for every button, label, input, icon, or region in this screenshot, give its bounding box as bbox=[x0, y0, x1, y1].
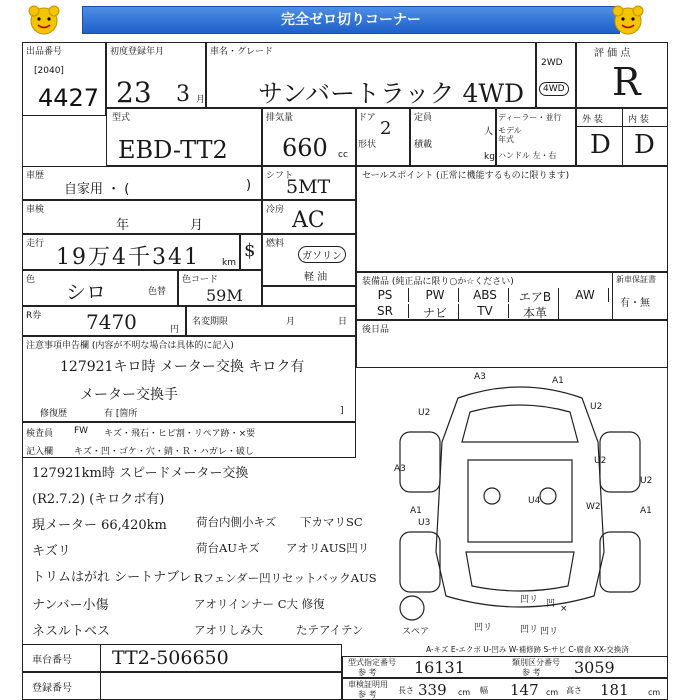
category-sub: 参 考 bbox=[522, 668, 541, 677]
fuel-gasoline: ガソリン bbox=[298, 246, 346, 263]
mileage-dollar: $ bbox=[244, 240, 256, 261]
lot-small-code: [2040] bbox=[34, 66, 64, 76]
remark-line: 現メーター 66,420km bbox=[32, 518, 167, 533]
diagram-label: A1 bbox=[552, 376, 564, 386]
inspector-checks: キズ・飛石・ヒビ割・リペア跡・×要 bbox=[104, 429, 256, 439]
reg-number-label: 登録番号 bbox=[32, 683, 72, 694]
shift-value: 5MT bbox=[286, 176, 331, 198]
remark-line: アオリAUS凹リ bbox=[286, 541, 370, 555]
model-label: 型式 bbox=[112, 113, 131, 123]
equipment-item: エアB bbox=[512, 288, 559, 305]
width-label: 幅 bbox=[480, 686, 488, 695]
category-label: 類別区分番号 bbox=[512, 658, 560, 667]
repair-label: 修復歴 bbox=[40, 409, 68, 419]
fuel-extend bbox=[262, 286, 356, 306]
remark-line: 127921km時 スピードメーター交換 bbox=[32, 466, 249, 481]
remark-line: キズリ bbox=[32, 544, 71, 559]
chassis-value: TT2-506650 bbox=[112, 647, 229, 669]
color-tone-label: 色替 bbox=[148, 287, 167, 297]
usage-value: 自家用 ・ ( bbox=[64, 182, 130, 197]
entry-label: 記入欄 bbox=[26, 447, 54, 457]
mileage-label: 走行 bbox=[26, 239, 45, 249]
diagram-label: 凹リ bbox=[520, 595, 539, 605]
drive-2wd: 2WD bbox=[541, 58, 563, 68]
load-label: 積載 bbox=[414, 140, 433, 150]
rating-label: 評 価 点 bbox=[594, 48, 631, 59]
sales-point-label: セールスポイント (正常に機能するものに限ります) bbox=[362, 171, 570, 181]
inspection-label: 車検 bbox=[26, 205, 45, 215]
diagram-label: A3 bbox=[394, 464, 406, 474]
interior-label: 内 装 bbox=[628, 115, 649, 125]
remark-line: トリムはがれ シートナブレ bbox=[32, 570, 192, 585]
diagram-label: U2 bbox=[640, 476, 653, 486]
lot-label: 出品番号 bbox=[26, 47, 63, 57]
remark-line: アオリインナー C大 修復 bbox=[194, 597, 325, 611]
name-change-day: 日 bbox=[338, 317, 348, 327]
shape-label: 形状 bbox=[358, 140, 377, 150]
inspector-fw: FW bbox=[74, 426, 89, 436]
equipment-item: PW bbox=[412, 288, 459, 302]
chassis-label: 車台番号 bbox=[32, 655, 72, 666]
remark-line: ネスルトベス bbox=[32, 624, 111, 639]
warranty-label: 新車保証書 bbox=[616, 275, 656, 284]
registration-year: 23 bbox=[116, 76, 152, 109]
recycle-value: 7470 bbox=[86, 310, 137, 334]
lot-number: 4427 bbox=[38, 84, 100, 112]
remark-line: 下カマリSC bbox=[300, 515, 363, 529]
diagram-label: U2 bbox=[594, 456, 607, 466]
diagram-label: U2 bbox=[590, 402, 603, 412]
exterior-label: 外 装 bbox=[582, 115, 603, 125]
equipment-item: PS bbox=[362, 288, 409, 302]
sales-point-cell bbox=[356, 166, 668, 272]
dealer-label: ディーラー・並行 bbox=[498, 113, 562, 122]
model-spec-sub: 参 考 bbox=[358, 668, 377, 677]
remark-line: アオリしみ大 bbox=[194, 623, 263, 637]
cert-sub: 参 考 bbox=[358, 690, 377, 699]
height-unit: cm bbox=[648, 688, 661, 697]
model-spec-value: 16131 bbox=[414, 658, 465, 677]
diagram-label: W2 bbox=[586, 502, 601, 512]
inspector-checks2: キズ・凹・ゴケ・穴・錆・Ｒ・ハガレ・破し bbox=[74, 447, 254, 457]
legend: A-キズ E-エクボ U-凹み W-補修跡 S-サビ C-腐食 XX-交換済 bbox=[426, 645, 629, 654]
equipment-item: 本革 bbox=[512, 304, 559, 321]
color-code-value: 59M bbox=[206, 286, 243, 305]
mileage-unit: km bbox=[222, 258, 236, 268]
diagram-label: A3 bbox=[474, 372, 486, 382]
page-title: 完全ゼロ切りコーナー bbox=[82, 6, 620, 34]
rating-value: R bbox=[612, 60, 641, 104]
notes-line1: 127921キロ時 メーター交換 キロク有 bbox=[60, 359, 305, 375]
dealer-handle: ハンドル 左・右 bbox=[498, 151, 557, 160]
diagram-label: 凹リ bbox=[520, 625, 539, 635]
remark-line: (R2.7.2) (キロクボ有) bbox=[32, 492, 165, 507]
notes-label: 注意事項申告欄 (内容が不明な場合は具体的に記入) bbox=[26, 341, 234, 351]
interior-grade: D bbox=[634, 130, 655, 160]
equipment-item: TV bbox=[462, 304, 509, 318]
capacity-label: 定員 bbox=[414, 113, 433, 123]
shift-label: シフト bbox=[266, 171, 294, 181]
usage-close: ) bbox=[246, 178, 252, 193]
diagram-label: 凹リ bbox=[474, 623, 493, 633]
aircon-value: AC bbox=[292, 208, 325, 233]
width-value: 147 bbox=[510, 681, 539, 699]
fuel-label: 燃料 bbox=[266, 239, 285, 249]
diagram-label: U3 bbox=[418, 518, 431, 528]
remark-line: 荷台AUキズ bbox=[196, 541, 260, 555]
color-code-label: 色コード bbox=[182, 275, 219, 285]
diagram-label: スペア bbox=[402, 627, 430, 637]
doors-value: 2 bbox=[380, 118, 392, 139]
usage-label: 車歴 bbox=[26, 171, 45, 181]
width-unit: cm bbox=[546, 688, 559, 697]
capacity-unit: 人 bbox=[484, 127, 494, 137]
car-name-value: サンバートラック 4WD bbox=[258, 79, 525, 108]
equipment-item: SR bbox=[362, 304, 409, 318]
dealer-model-year: モデル 年式 bbox=[498, 126, 522, 144]
diagram-label: A1 bbox=[640, 506, 652, 516]
car-name-label: 車名・グレード bbox=[210, 47, 274, 57]
model-spec-label: 型式指定番号 bbox=[348, 658, 396, 667]
category-value: 3059 bbox=[574, 658, 615, 677]
remark-line: Rフェンダー凹リ bbox=[194, 571, 283, 585]
rear-seat-cell bbox=[356, 320, 668, 368]
registration-month: 3 bbox=[176, 82, 190, 107]
usage-cell bbox=[22, 166, 262, 200]
inspection-month-unit: 月 bbox=[190, 218, 204, 233]
rear-seat-label: 後日品 bbox=[362, 325, 390, 335]
mascot-left-icon bbox=[26, 4, 62, 36]
registration-month-unit: 月 bbox=[196, 95, 206, 105]
displacement-label: 排気量 bbox=[266, 113, 294, 123]
remark-line: 荷台内側小キズ bbox=[196, 515, 277, 529]
cert-label: 車検証明用 bbox=[348, 680, 388, 689]
drive-4wd: 4WD bbox=[539, 82, 569, 96]
diagram-label: × bbox=[560, 604, 568, 614]
displacement-value: 660 bbox=[282, 134, 328, 162]
notes-line2: メーター交換手 bbox=[80, 387, 178, 403]
warranty-value: 有・無 bbox=[620, 298, 650, 309]
fuel-diesel: 軽 油 bbox=[304, 272, 328, 283]
recycle-unit: 円 bbox=[170, 325, 180, 335]
remark-line: セットバックAUS bbox=[282, 571, 377, 585]
equipment-item: ABS bbox=[462, 288, 509, 302]
load-unit: kg bbox=[484, 152, 495, 162]
height-label: 高さ bbox=[566, 686, 582, 695]
equipment-item: AW bbox=[562, 288, 609, 302]
diagram-label: 凹リ bbox=[540, 627, 559, 637]
name-change-month: 月 bbox=[286, 317, 296, 327]
height-value: 181 bbox=[600, 681, 629, 699]
doors-label: ドア bbox=[358, 113, 376, 123]
equipment-item: ナビ bbox=[412, 304, 459, 321]
repair-close: ] bbox=[340, 406, 344, 416]
model-value: EBD-TT2 bbox=[118, 136, 228, 164]
mileage-value: 19万4千341 bbox=[56, 245, 200, 270]
length-unit: cm bbox=[458, 688, 471, 697]
displacement-unit: cc bbox=[338, 150, 348, 160]
remark-line: ナンバー小傷 bbox=[32, 598, 109, 613]
recycle-label: R券 bbox=[26, 311, 42, 321]
repair-value: 有 [箇所 bbox=[104, 409, 138, 419]
registration-label: 初度登録年月 bbox=[110, 47, 165, 57]
name-change-label: 名変期限 bbox=[192, 317, 229, 327]
color-label: 色 bbox=[26, 275, 36, 285]
length-value: 339 bbox=[418, 681, 447, 699]
mascot-right-icon bbox=[610, 4, 646, 36]
drive-cell bbox=[536, 42, 576, 108]
diagram-label: U2 bbox=[418, 408, 431, 418]
color-value: シロ bbox=[66, 280, 106, 304]
inspector-label: 検査員 bbox=[26, 429, 54, 439]
remark-line: たテアイテン bbox=[296, 623, 364, 637]
inspection-year-unit: 年 bbox=[116, 218, 130, 233]
length-label: 長さ bbox=[398, 686, 414, 695]
diagram-label: 凹 bbox=[546, 599, 556, 609]
inspection-cell bbox=[22, 200, 262, 234]
aircon-label: 冷房 bbox=[266, 205, 285, 215]
equipment-label: 装備品 (純正品に限り○か☆ください) bbox=[362, 277, 514, 287]
diagram-label: A1 bbox=[410, 506, 422, 516]
exterior-grade: D bbox=[590, 130, 611, 160]
diagram-label: U4 bbox=[528, 496, 541, 506]
